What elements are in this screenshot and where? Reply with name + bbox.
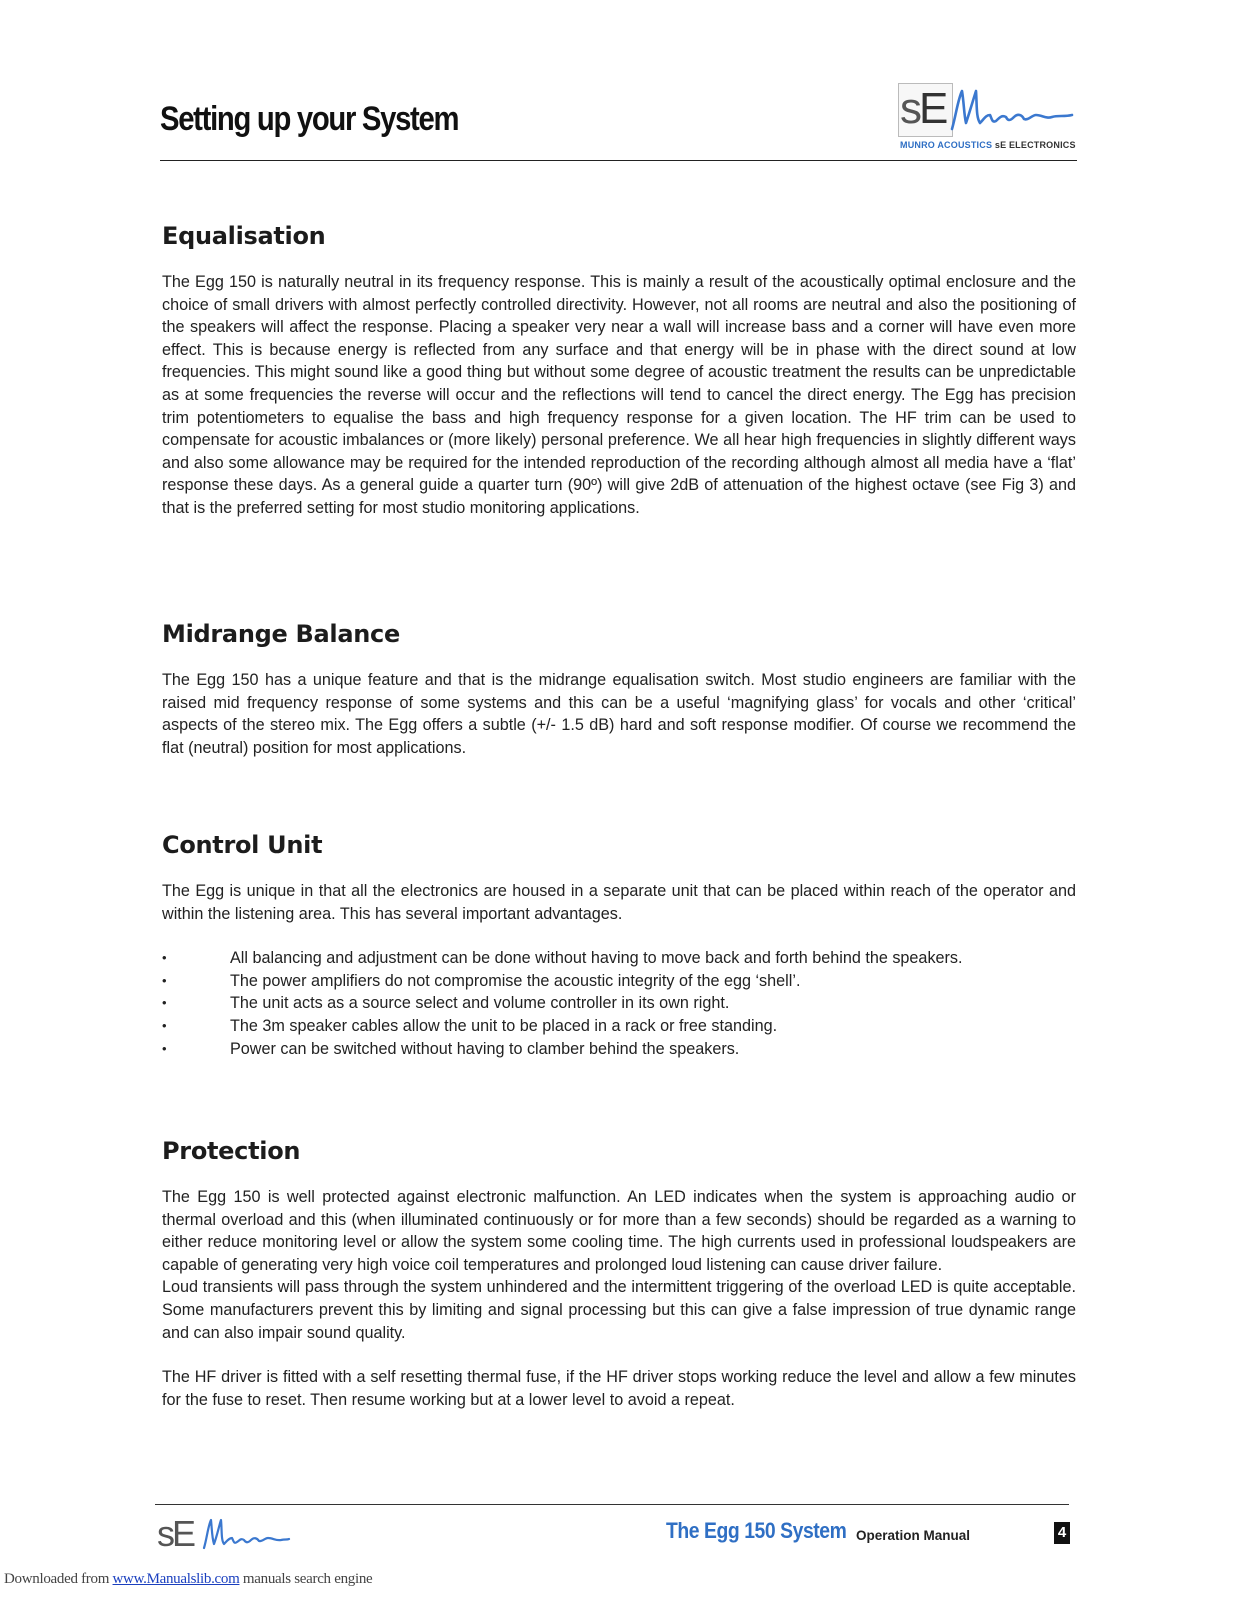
- footer-manual-label: Operation Manual: [856, 1528, 971, 1543]
- section-control-unit: [162, 831, 1076, 1060]
- signature-icon: [948, 85, 1078, 135]
- logo-mark: [900, 85, 945, 133]
- footer-logo-mark: sE: [157, 1513, 194, 1554]
- list-item: • Power can be switched without having to clamber behind the speakers.: [162, 1038, 1076, 1061]
- section-midrange-balance: [162, 620, 1076, 759]
- manualslib-link[interactable]: www.Manualslib.com: [112, 1571, 240, 1587]
- section-protection: [162, 1137, 1076, 1411]
- protection-body-1: The Egg 150 is well protected against electronic malfunction. An LED indicates when the system is approaching audio or thermal overload and this (when illuminated continuously or for more than a few seconds) should be regarded as a warning to either reduce monitoring level or allow the system some cooling time. The high currents used in professional loudspeakers are capable of generating very high voice coil temperatures and prolonged loud listening can cause driver failure.: [162, 1188, 1076, 1274]
- protection-body-3: The HF driver is fitted with a self resetting thermal fuse, if the HF driver stops working reduce the level and allow a few minutes for the fuse to reset. Then resume working but at a lower level to avoid a repeat.: [162, 1368, 1076, 1409]
- page-number: 4: [1054, 1522, 1070, 1544]
- footer-divider: [155, 1504, 1069, 1505]
- logo-caption-brand: MUNRO ACOUSTICS: [900, 140, 993, 150]
- section-heading-midrange: Midrange Balance: [162, 620, 400, 648]
- advantages-list: [162, 947, 1076, 1060]
- footer-logo: [157, 1514, 297, 1554]
- list-item: • The unit acts as a source select and volume controller in its own right.: [162, 992, 1076, 1015]
- equalisation-body: The Egg 150 is naturally neutral in its frequency response. This is mainly a result of the acoustically optimal enclosure and the choice of small drivers with almost perfectly controlled directivity. However, not all rooms are neutral and also the positioning of the speakers will affect the response. Placing a speaker very near a wall will increase bass and a corner will have even more effect. This is because energy is reflected from any surface and that energy will be in phase with the direct sound at low frequencies. This might sound like a good thing but without some degree of acoustic treatment the results can be unpredictable as at some frequencies the reverse will occur and the reflections will tend to cancel the direct energy. The Egg has precision trim potentiometers to equalise the bass and high frequency response for a given location. The HF trim can be used to compensate for acoustic imbalances or (more likely) personal preference. We all hear high frequencies in slightly different ways and also some allowance may be required for the intended reproduction of the recording although almost all media have a ‘flat’ response these days. As a general guide a quarter turn (90º) will give 2dB of attenuation of the highest octave (see Fig 3) and that is the preferred setting for most studio monitoring applications.: [162, 273, 1076, 517]
- footer-signature-icon: [201, 1516, 291, 1552]
- section-heading-control-unit: Control Unit: [162, 831, 323, 859]
- download-prefix: Downloaded from: [4, 1571, 113, 1587]
- control-unit-body: The Egg is unique in that all the electronics are housed in a separate unit that can be placed within reach of the operator and within the listening area. This has several important advantages.: [162, 882, 1076, 923]
- midrange-body: The Egg 150 has a unique feature and that is the midrange equalisation switch. Most studio engineers are familiar with the raised mid frequency response of some systems and this can be a useful ‘magnifying glass’ for vocals and other ‘critical’ aspects of the stereo mix. The Egg offers a subtle (+/- 1.5 dB) hard and soft response modifier. Of course we recommend the flat (neutral) position for most applications.: [162, 671, 1076, 757]
- brand-logo: [898, 83, 1078, 153]
- list-item: • The power amplifiers do not compromise the acoustic integrity of the egg ‘shell’.: [162, 970, 1076, 993]
- section-heading-equalisation: Equalisation: [162, 222, 326, 250]
- download-suffix: manuals search engine: [239, 1571, 373, 1587]
- header-divider: [160, 160, 1077, 161]
- logo-mark-s: s: [900, 84, 919, 133]
- logo-caption-se: sE ELECTRONICS: [994, 140, 1076, 150]
- download-note: [4, 1571, 372, 1588]
- section-equalisation: [162, 222, 1076, 520]
- logo-caption: [900, 140, 1076, 150]
- footer-product-name: The Egg 150 System: [666, 1518, 847, 1543]
- logo-mark-e: E: [919, 84, 946, 133]
- protection-body-2: Loud transients will pass through the system unhindered and the intermittent triggering of the overload LED is quite acceptable. Some manufacturers prevent this by limiting and signal processing but this can give a false impression of true dynamic range and can also impair sound quality.: [162, 1278, 1076, 1342]
- list-item: • All balancing and adjustment can be done without having to move back and forth behind the speakers.: [162, 947, 1076, 970]
- page-title: Setting up your System: [160, 100, 459, 138]
- list-item: • The 3m speaker cables allow the unit to be placed in a rack or free standing.: [162, 1015, 1076, 1038]
- section-heading-protection: Protection: [162, 1137, 301, 1165]
